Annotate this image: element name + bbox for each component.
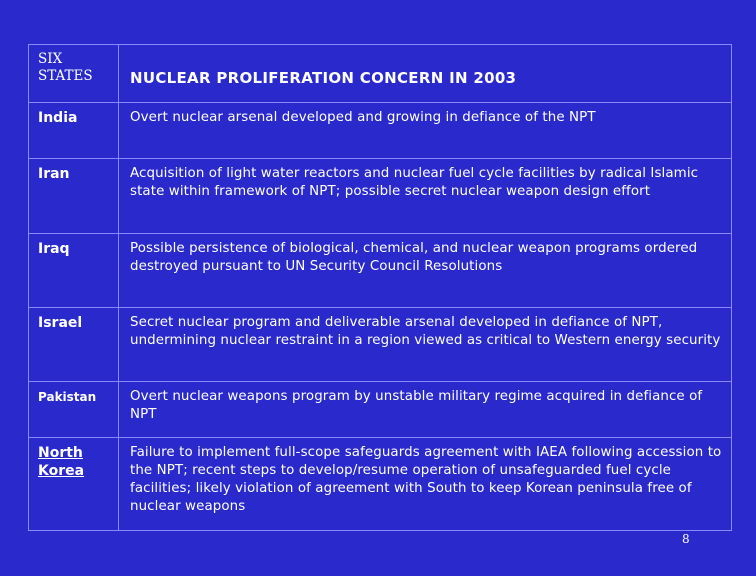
table-title: NUCLEAR PROLIFERATION CONCERN IN 2003 — [130, 69, 517, 87]
table-row — [29, 438, 732, 531]
states-header-label: SIX STATES — [38, 51, 93, 84]
state-concern: Possible persistence of biological, chemical, and nuclear weapon programs ordered destroyed pursuant to UN Security Council Resolutions — [130, 241, 698, 274]
state-name: Pakistan — [38, 390, 97, 404]
title-header-cell — [119, 45, 732, 103]
table-row — [29, 159, 732, 234]
state-concern: Failure to implement full-scope safeguards agreement with IAEA following accession to the NPT; recent steps to develop/resume operation of unsafeguarded fuel cycle facilities; likely violation of agreement with South to keep Korean peninsula free of nuclear weapons — [130, 445, 722, 514]
state-concern: Acquisition of light water reactors and nuclear fuel cycle facilities by radical Islamic state within framework of NPT; possible secret nuclear weapon design effort — [130, 166, 699, 199]
table-row — [29, 308, 732, 382]
table-row — [29, 382, 732, 438]
proliferation-table — [28, 44, 732, 531]
table-row — [29, 103, 732, 159]
state-name: Israel — [38, 315, 83, 331]
state-name: North Korea — [38, 445, 85, 479]
state-name: Iraq — [38, 241, 70, 257]
state-name: Iran — [38, 166, 70, 182]
table-header-row — [29, 45, 732, 103]
state-concern: Secret nuclear program and deliverable arsenal developed in defiance of NPT, undermining nuclear restraint in a region viewed as critical to Western energy security — [130, 315, 721, 348]
state-concern: Overt nuclear arsenal developed and growing in defiance of the NPT — [130, 110, 596, 125]
table-row — [29, 234, 732, 308]
state-name: India — [38, 110, 78, 126]
page-number: 8 — [682, 532, 690, 546]
state-concern: Overt nuclear weapons program by unstable military regime acquired in defiance of NPT — [130, 389, 703, 422]
states-header-cell — [29, 45, 119, 103]
